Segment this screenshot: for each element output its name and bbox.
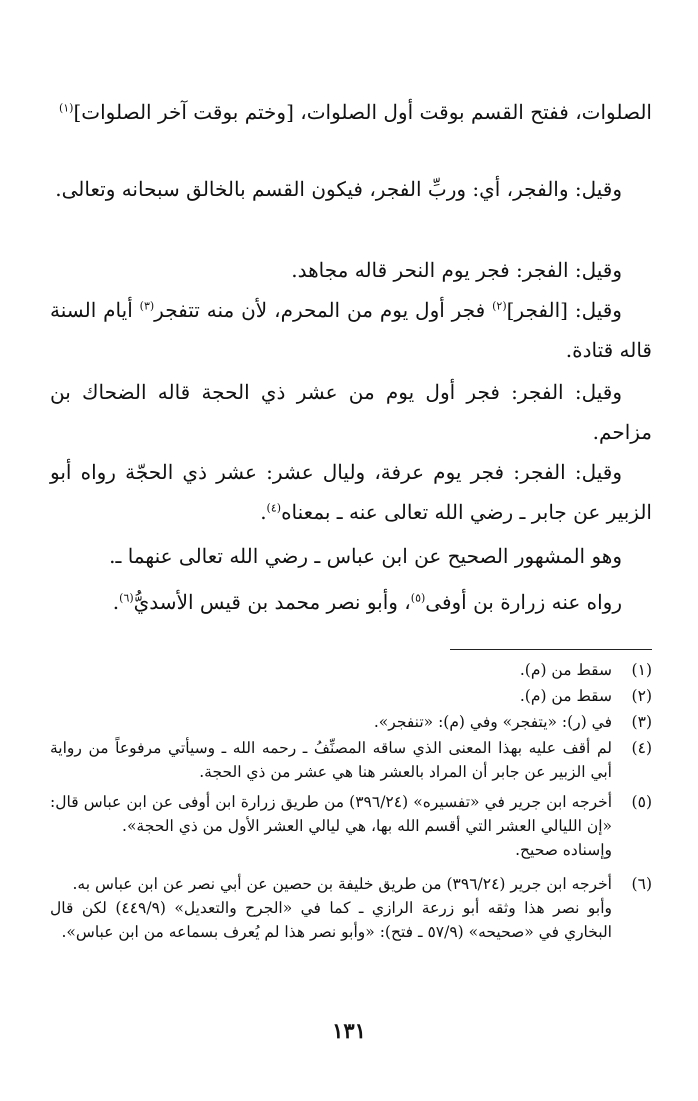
paragraph-text: وهو المشهور الصحيح عن ابن عباس ـ رضي الله تعالى عنهما ـ. bbox=[109, 544, 622, 568]
footnote-5 bbox=[50, 790, 652, 862]
paragraph-5 bbox=[50, 372, 652, 452]
paragraph-text: ، وأبو نصر محمد بن قيس الأسديُّ bbox=[133, 590, 411, 614]
paragraph-text: وقيل: الفجر: فجر يوم عرفة، وليال عشر: عشر ذي الحجّة رواه أبو الزبير عن جابر ـ رضي الله تعالى عنه ـ بمعناه bbox=[50, 460, 652, 524]
footnote-ref: (٦) bbox=[119, 591, 134, 605]
footnote-text: وأبو نصر هذا وثقه أبو زرعة الرازي ـ كما في «الجرح والتعديل» (٤٤٩/٩) لكن قال البخاري في «صحيحه» (٥٧/٩ ـ فتح): «وأبو نصر هذا لم يُعرف بسماعه من ابن عباس». bbox=[50, 899, 612, 941]
paragraph-6 bbox=[50, 452, 652, 532]
paragraph-text: وقيل: والفجر، أي: وربِّ الفجر، فيكون القسم بالخالق سبحانه وتعالى. bbox=[55, 177, 622, 201]
paragraph-text: وقيل: الفجر: فجر أول يوم من عشر ذي الحجة قاله الضحاك بن مزاحم. bbox=[50, 380, 652, 444]
paragraph-text: رواه عنه زرارة بن أوفى bbox=[425, 590, 622, 614]
paragraph-4 bbox=[50, 290, 652, 370]
paragraph-text: . bbox=[260, 500, 267, 524]
footnote-1 bbox=[50, 658, 652, 682]
paragraph-text: وقيل: الفجر: فجر يوم النحر قاله مجاهد. bbox=[291, 258, 622, 282]
paragraph-text: أيام السنة قاله قتادة. bbox=[50, 298, 652, 362]
footnote-ref: (١) bbox=[58, 101, 74, 115]
footnote-ref: (٣) bbox=[139, 299, 155, 313]
paragraph-text: وقيل: [الفجر] bbox=[506, 298, 622, 322]
footnote-4 bbox=[50, 736, 652, 784]
footnote-divider bbox=[450, 649, 652, 650]
footnote-6 bbox=[50, 872, 652, 944]
footnote-ref: (٤) bbox=[266, 501, 282, 515]
footnote-text: سقط من (م). bbox=[519, 687, 612, 705]
paragraph-text: الصلوات، ففتح القسم بوقت أول الصلوات، [وختم بوقت آخر الصلوات] bbox=[73, 100, 652, 124]
footnote-2 bbox=[50, 684, 652, 708]
page-number: ١٣١ bbox=[332, 1018, 366, 1043]
footnote-number: (٦) bbox=[631, 875, 652, 893]
footnote-ref: (٥) bbox=[410, 591, 426, 605]
paragraph-1 bbox=[50, 92, 652, 132]
footnote-number: (٣) bbox=[631, 713, 652, 731]
footnote-number: (٤) bbox=[631, 739, 652, 757]
footnote-text: أخرجه ابن جرير في «تفسيره» (٣٩٦/٢٤) من طريق زرارة ابن أوفى عن ابن عباس قال: «إن الليالي العشر التي أقسم الله بها، هي ليالي العشر الأول من ذي الحجة». bbox=[50, 793, 613, 835]
footnote-text: وإسناده صحيح. bbox=[515, 841, 612, 859]
paragraph-3 bbox=[50, 250, 652, 290]
paragraph-8 bbox=[50, 582, 652, 622]
footnote-text: في (ر): «يتفجر» وفي (م): «تنفجر». bbox=[373, 713, 612, 731]
paragraph-text: فجر أول يوم من المحرم، لأن منه تتفجر bbox=[154, 298, 493, 322]
paragraph-7 bbox=[50, 536, 652, 576]
footnote-number: (٥) bbox=[631, 793, 652, 811]
footnote-text: سقط من (م). bbox=[519, 661, 612, 679]
footnote-ref: (٢) bbox=[492, 299, 507, 313]
footnote-number: (١) bbox=[631, 661, 652, 679]
footnote-number: (٢) bbox=[631, 687, 652, 705]
footnote-text: لم أقف عليه بهذا المعنى الذي ساقه المصنِّفُ ـ رحمه الله ـ وسيأتي مرفوعاً من رواية أبي الزبير عن جابر أن المراد بالعشر هنا هي عشر من ذي الحجة. bbox=[50, 739, 612, 781]
footnote-3 bbox=[50, 710, 652, 734]
paragraph-text: . bbox=[112, 590, 120, 614]
paragraph-2 bbox=[50, 169, 652, 209]
footnote-text: أخرجه ابن جرير (٣٩٦/٢٤) من طريق خليفة بن حصين عن أبي نصر عن ابن عباس به. bbox=[72, 875, 612, 893]
